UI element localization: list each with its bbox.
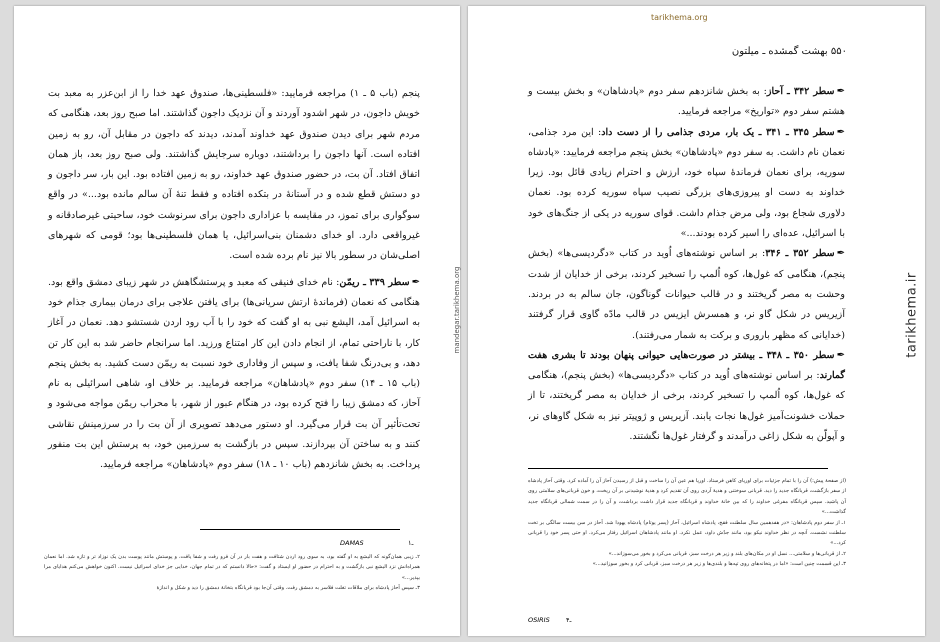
right-page [468, 6, 925, 636]
pen-icon: ✒ [836, 349, 845, 361]
pen-icon: ✒ [836, 248, 845, 260]
left-page [14, 6, 460, 636]
entry-animal-forms [528, 346, 845, 447]
left-entry-rimmon [48, 273, 420, 476]
site-watermark: tarikhema.org [651, 13, 708, 22]
pen-icon: ✒ [836, 86, 845, 97]
left-body [48, 84, 420, 476]
running-header: ۵۵۰ بهشت گمشده ـ میلتون [731, 46, 847, 57]
footnote-latin-term: DAMAS [340, 539, 364, 547]
pen-icon: ✒ [836, 126, 845, 138]
right-body [528, 82, 845, 447]
footnote: ۳ـ این قسمت چنین است: «اما در پتخانه‌های روی تپه‌ها و بلندی‌ها و زیر هر درخت سبز، قربانی کرد و بخور سوزانید...» [592, 561, 846, 568]
entry-heading: سطر ۳۴۲ ـ آحاز [766, 86, 835, 97]
entry-body: : این مرد جذامی، نعمان نام داشت. به سفر دوم «پادشاهان» بخش پنجم مراجعه فرمایید: «پادشاه سوریه، برای نعمان فرماندهٔ سپاه خود، ارزش و احترام زیادی قائل بود. زیرا خداوند به دست او پیروزی‌های بزرگی نصیب سپاه سوریه کرده بود. نعمان دلاوری شجاع بود، ولی مرض جذام داشت. قوای سوریه در یکی از جنگ‌های خود با اسرائیل، عده‌ای را اسیر کرده بودند...» [528, 126, 845, 240]
left-footnotes [44, 552, 420, 594]
entry-heading: سطر ۳۵۰ ـ ۳۴۸ ـ بیشتر در صورت‌هایی حیوانی پنهان بودند تا بشری هفت گمارند [528, 349, 845, 382]
pen-icon: ✒ [411, 276, 420, 288]
entry-heading: سطر ۳۳۹ ـ ریمّن [339, 276, 410, 288]
entry-leper [528, 123, 845, 245]
edge-watermark-text: mandegar.tarikhema.org [453, 266, 461, 354]
entry-body: : به بخش شانزدهم سفر دوم «پادشاهان» و بخش بیست و هشتم سفر دوم «تواریخ» مراجعه فرمایید. [528, 86, 845, 118]
entry-body: : نام خدای فنیقی که معبد و پرستشگاهش در شهر زیبای دمشق واقع بود. هنگامی که نعمان (فرماندهٔ ارتش سریانی‌ها) برای یافتن علاجی برای درمان بیماری جذام خود به اسرائیل آمد، الیشع نبی به او گفت که خود را با آب رود اردن شستشو دهد. نعمان در آغاز کار، با ناراحتی تمام، از انجام دادن این کار امتناع ورزید. اما سرانجام حاضر شد به این کار تن دهد، و بی‌درنگ شفا یافت، و سپس از وفاداری خود نسبت به ریمّن دست کشید. به بخش پنجم (باب ۱۵ ـ ۱۴) سفر دوم «پادشاهان» مراجعه فرمایید. بر خلاف او، شاهی اسرائیلی به نام آحاز، که دمشق زیبا را فتح کرده بود، در هنگام عبور از شهر، با محراب ریمّن مواجه می‌شود و تحت‌تأثیر آن بت قرار می‌گیرد. او دستور می‌دهد تصویری از آن بت را در سرزمینش نقاشی کنند و به ساختن آن بپردازند. سپس در بازگشت به سرزمین خود، به پرستش این بت منفور پرداخت. به بخش شانزدهم (باب ۱۰ ـ ۱۸) سفر دوم «پادشاهان» مراجعه فرمایید. [48, 276, 421, 471]
entry-body: : بر اساس نوشته‌های اُوید در کتاب «دگردیسی‌ها» (بخش پنجم)، هنگامی که غول‌ها، کوه اُلمپ را تسخیر کردند، برخی از خدایان از شدت وحشت به مصر گریختند و در قالب حیوانات گوناگون، جان سالم به در بردند. آزیریس در شکل گاو نر، و همسرش ایزیس در قالب مادّه گاوی قرار گرفتند (خدایانی که مظهر باروری و برکت به شمار می‌رفتند). [528, 248, 845, 341]
entry-ovid [528, 244, 845, 345]
right-footnotes [528, 476, 846, 570]
entry-body: : بر اساس نوشته‌های اُوید در کتاب «دگردیسی‌ها» (بخش پنجم)، هنگامی که غول‌ها، کوه اُلمپ را تسخیر کردند، برخی از خدایان به مصر گریختند، تا از حملات خشونت‌آمیز غول‌ها نجات یابند. آزیریس و ژوپیتر نیز به شکل گاوهای نر، و آپولّن به شکل زاغی درآمدند و گرفتار غول‌ها نگشتند. [528, 370, 845, 443]
footnote-number: ۴ـ [566, 616, 572, 624]
footnote: (از صفحهٔ پیش:) آن را با تمام جزئیات برای اوریای کاهن فرستاد. اوریا هم عین آن را ساخت و قبل از رسیدن آحاز آن را آماده کرد. وقتی آحاز پادشاه از سفر بازگشت، قربانگاه جدید را دید. قربانی سوختنی و هدیهٔ آردی روی آن تقدیم کرد و هدیهٔ نوشیدنی بر آن ریخت، و خون قربانی‌های سلامتی روی آن پاشید. سپس قربانگاه مفرغی خداوند را که بین خانهٔ خداوند و قربانگاه جدید قرار داشت برداشت، و آن را در سمت شمالی قربانگاه جدید گذاشت...» [528, 478, 846, 516]
footnote-divider [528, 468, 828, 469]
edge-watermark-text: tarikhema.ir [904, 272, 920, 358]
entry-heading: سطر ۳۴۵ ـ ۳۴۱ ـ یک بار، مردی جذامی را از دست داد [601, 126, 835, 138]
footnote-number: ۱ـ [408, 539, 414, 547]
footnote: ۱ـ از سفر دوم پادشاهان: «در هفدهمین سال سلطنت فقح، پادشاه اسرائیل، آحاز (پسر یوتام) پادشاه یهودا شد. آحاز در سن بیست سالگی بر تخت سلطنت نشست. آنچه در نظر خداوند نیکو بود، مانند جدّش داود، عمل نکرد. او مانند پادشاهان اسرائیل رفتار می‌کرد. او حتی پسر خود را قربانی کرد...» [528, 519, 846, 547]
footnote-latin-term: OSIRIS [528, 616, 550, 624]
entry-ahaz [528, 82, 845, 123]
footnote: ۲ـ از قربانی‌ها و سلامتی... نسل او در مکان‌های بلند و زیر هر درخت سبز، قربانی می‌کرد و بخور می‌سوزاند...» [608, 550, 846, 557]
left-intro-paragraph: پنجم (باب ۵ ـ ۱) مراجعه فرمایید: «فلسطینی‌ها، صندوق عهد خدا را از ابن‌عزر به معبد بت خویش داجون، در شهر اشدود آوردند و آن نزدیک داجون گذاشتند. اما صبح روز بعد، هنگامی که مردم شهر برای دیدن صندوق عهد خداوند آمدند، دیدند که داجون در مقابل آن، رو به زمین افتاده است. آنها داجون را برداشتند، دوباره سرجایش گذاشتند. ولی صبح روز بعد، باز همان اتفاق افتاد. آن بت، در حضور صندوق عهد خداوند، رو به زمین افتاده بود. این بار، سر داجون و دو دستش قطع شده و در آستانهٔ در بتکده افتاده و فقط تنهٔ آن سالم مانده بود...» در واقع سوگواری برای تموز، در مقایسه با عزاداری داجون برای سرنوشت خود، ساحیتی غیرصادقانه و غیرواقعی دارد. او خدای دشمنان بنی‌اسرائیل، یا همان فلسطینی‌ها بود؛ قومی که شهرهای اصلی‌شان در سطور بالا نیز نام برده شده است. [48, 88, 420, 262]
footnote: ۳ـ سپس آحاز پادشاه برای ملاقات تغلت فلاسر به دمشق رفت. وقتی آن‌جا بود قربانگاه بتخانهٔ دمشق را دید و شکل و اندازهٔ [156, 585, 420, 592]
footnote: ۲ـ زیبی همان‌گونه که الیشع به او گفته بود، به سوی رود اردن شتافت و هفت بار در آن فرو رفت و شفا یافت، و پوستش مانند پوست بدن یک نوزاد تر و تازه شد. اما نعمان همراه‌انش نزد الیشع نبی بازگشت و به احترام در حضور او ایستاد و گفت: «حالا دانستم که در تمام جهان، خدایی جز خدای اسرائیل نیست. اکنون خواهش می‌کنم هدایای مرا بپذیر...» [44, 554, 420, 581]
footnote-divider [200, 529, 400, 530]
entry-heading: سطر ۳۵۲ ـ ۳۴۶ [765, 248, 835, 260]
